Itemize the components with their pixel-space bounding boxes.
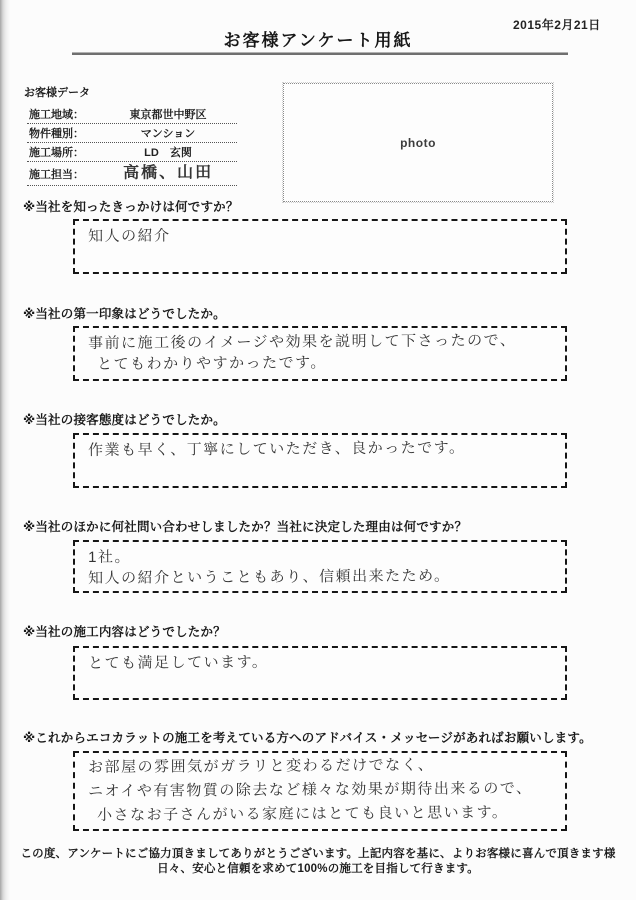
page-title: お客様アンケート用紙 (223, 31, 413, 50)
question-label: ※当社の施工内容はどうでしたか？ (23, 625, 226, 639)
answer-line: 事前に施工後のイメージや効果を説明して下さったので、 (88, 332, 517, 352)
answer-box (73, 540, 567, 593)
field-value-staff-handwritten: 高橋、山田 (122, 164, 214, 182)
answer-box (73, 433, 567, 488)
answer-box (73, 219, 567, 274)
table-row (27, 162, 237, 186)
footer-note (0, 847, 636, 877)
answer-box (73, 646, 567, 700)
table-row (27, 124, 237, 143)
question-label: ※当社を知ったきっかけは何ですか？ (23, 200, 239, 214)
answer-line: 1社。 (88, 548, 131, 566)
answer-line: お部屋の雰囲気がガラリと変わるだけでなく、 (88, 756, 435, 776)
question-label: ※当社の接客態度はどうでしたか。 (23, 413, 226, 427)
field-value-area: 東京都世中野区 (129, 109, 207, 121)
field-label-staff: 施工担当： (29, 168, 84, 181)
photo-box (283, 83, 553, 202)
table-row (27, 105, 237, 124)
question-label: ※当社のほかに何社問い合わせしましたか？当社に決定した理由は何ですか？ (23, 520, 468, 534)
scan-edge-shadow (0, 0, 10, 900)
answer-box (73, 751, 567, 831)
question-label: ※当社の第一印象はどうでしたか。 (23, 307, 226, 321)
answer-line: 知人の紹介ということもあり、信頼出来たため。 (88, 567, 451, 587)
answer-line: 小さなお子さんがいる家庭にはとても良いと思います。 (97, 804, 509, 824)
table-row (27, 143, 237, 162)
answer-box (73, 326, 567, 381)
customer-data-table (27, 105, 237, 186)
answer-line: とても満足しています。 (88, 653, 269, 672)
customer-data-heading: お客様データ (24, 87, 90, 99)
date: 2015年2月21日 (513, 18, 601, 32)
photo-placeholder-label: photo (400, 135, 436, 150)
answer-line: 作業も早く、丁寧にしていただき、良かったです。 (88, 439, 466, 459)
field-label-property-type: 物件種別： (29, 128, 84, 140)
footer-line-1: この度、アンケートにご協力頂きましてありがとうございます。上記内容を基に、よりお客様に喜んで頂きます様 (20, 848, 616, 860)
footer-line-2: 日々、安心と信頼を求めて100%の施工を目指して行きます。 (157, 863, 479, 875)
title-underline (72, 52, 568, 55)
field-label-area: 施工地域： (29, 109, 84, 121)
field-label-location: 施工場所： (29, 147, 84, 159)
field-value-location: LD 玄関 (144, 147, 192, 159)
answer-line: 知人の紹介 (88, 227, 171, 245)
field-value-property-type: マンション (140, 128, 196, 140)
answer-line: とてもわかりやすかったです。 (97, 354, 327, 373)
answer-line: ニオイや有害物質の除去など様々な効果が期待出来るので、 (88, 779, 533, 800)
question-label: ※これからエコカラットの施工を考えている方へのアドバイス・メッセージがあればお願いします。 (23, 731, 592, 745)
